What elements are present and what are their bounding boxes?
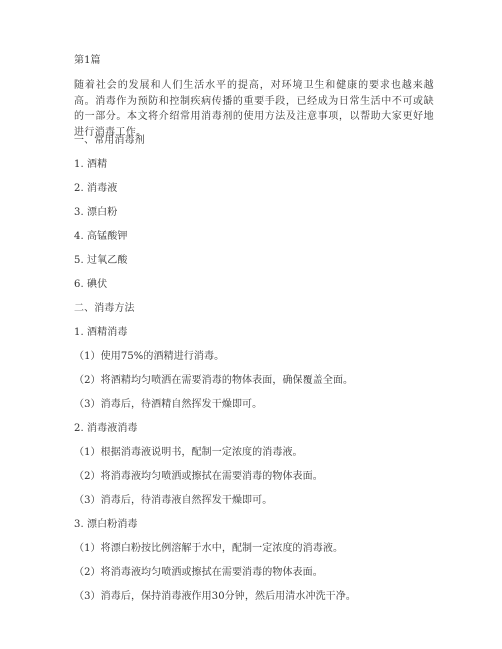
subsection-heading-alcohol: 1. 酒精消毒 <box>74 327 128 338</box>
intro-paragraph: 随着社会的发展和人们生活水平的提高，对环境卫生和健康的要求也越来越高。消毒作为预防和控制疾病传播的重要手段，已经成为日常生活中不可或缺的一部分。本文将介绍常用消毒剂的使用方法及注意事项，以帮助大家更好地进行消毒工作。 <box>74 80 434 138</box>
part-heading: 第1篇 <box>74 55 101 66</box>
list-item: 6. 碘伏 <box>74 279 108 290</box>
list-item: 2. 消毒液 <box>74 183 118 194</box>
step-item: （2）将消毒液均匀喷洒或擦拭在需要消毒的物体表面。 <box>74 471 323 482</box>
list-item: 3. 漂白粉 <box>74 207 118 218</box>
list-item: 1. 酒精 <box>74 159 108 170</box>
step-item: （2）将酒精均匀喷洒在需要消毒的物体表面，确保覆盖全面。 <box>74 375 354 386</box>
step-item: （3）消毒后，待消毒液自然挥发干燥即可。 <box>74 495 273 506</box>
list-item: 4. 高锰酸钾 <box>74 231 128 242</box>
step-item: （1）使用75%的酒精进行消毒。 <box>74 351 225 362</box>
step-item: （3）消毒后，待酒精自然挥发干燥即可。 <box>74 399 263 410</box>
step-item: （3）消毒后，保持消毒液作用30分钟，然后用清水冲洗干净。 <box>74 591 356 602</box>
list-item: 5. 过氧乙酸 <box>74 255 128 266</box>
step-item: （1）将漂白粉按比例溶解于水中，配制一定浓度的消毒液。 <box>74 543 344 554</box>
step-item: （2）将消毒液均匀喷洒或擦拭在需要消毒的物体表面。 <box>74 567 323 578</box>
section-heading-disinfectants: 一、常用消毒剂 <box>74 135 145 146</box>
section-heading-methods: 二、消毒方法 <box>74 303 135 314</box>
subsection-heading-bleach: 3. 漂白粉消毒 <box>74 519 138 530</box>
subsection-heading-solution: 2. 消毒液消毒 <box>74 423 138 434</box>
step-item: （1）根据消毒液说明书，配制一定浓度的消毒液。 <box>74 447 303 458</box>
